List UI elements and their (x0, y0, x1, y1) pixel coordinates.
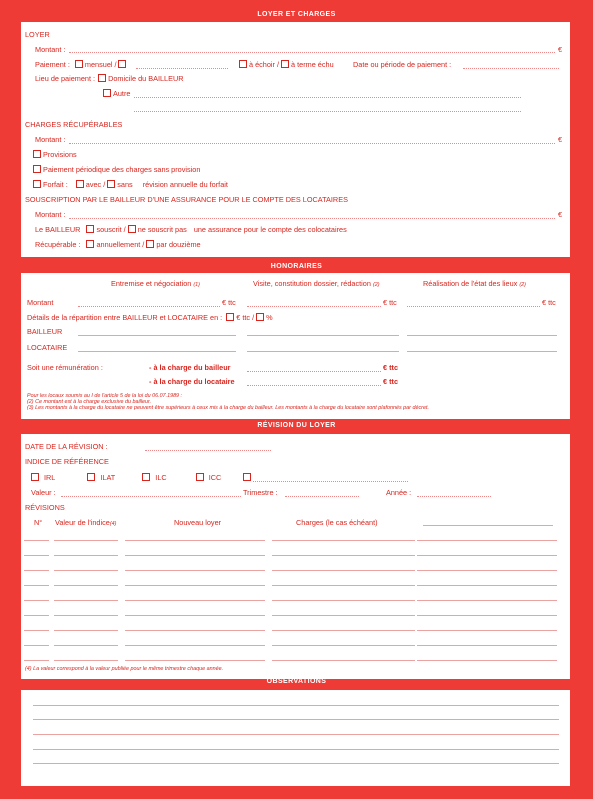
icc-label: ICC (208, 473, 222, 482)
col2-note: (2) (372, 282, 380, 288)
euro-sign: € (558, 210, 563, 219)
douzieme-checkbox[interactable] (146, 240, 154, 248)
other-indice-checkbox[interactable] (243, 473, 251, 481)
obs-line[interactable] (33, 719, 559, 720)
charge-bailleur-field[interactable] (247, 371, 381, 372)
revision-cell-line[interactable] (272, 660, 415, 661)
locataire-field-1[interactable] (78, 351, 236, 352)
valeur-note: (4) (109, 521, 117, 527)
ttc-bailleur: € ttc (383, 363, 399, 372)
hon-bailleur-label: BAILLEUR (27, 327, 63, 336)
col3-label: Réalisation de l'état des lieux (423, 279, 518, 288)
revision-cell-line[interactable] (125, 615, 265, 616)
loyer-montant-field[interactable] (69, 52, 555, 53)
revision-cell-line[interactable] (417, 615, 557, 616)
date-revision-field[interactable] (145, 450, 271, 451)
col-nouveau-header: Nouveau loyer (174, 518, 222, 527)
valeur-label: Valeur : (31, 488, 56, 497)
date-revision-label: DATE DE LA RÉVISION : (25, 442, 108, 451)
period-other-field[interactable] (136, 68, 228, 69)
header-extra-line (423, 525, 553, 526)
ilc-checkbox[interactable] (142, 473, 150, 481)
paiement-text: Paiement : (35, 60, 70, 69)
revision-cell-line[interactable] (417, 570, 557, 571)
details-label: Détails de la répartition entre BAILLEUR et LOCATAIRE en : (27, 313, 223, 322)
other-indice-field[interactable] (253, 481, 408, 482)
period-other-checkbox[interactable] (118, 60, 126, 68)
terme-checkbox[interactable] (281, 60, 289, 68)
avec-label: avec / (85, 180, 106, 189)
revision-note: (4) La valeur correspond à la valeur publiée pour le même trimestre chaque année. (25, 666, 224, 672)
obs-line[interactable] (33, 705, 559, 706)
autre-field-2[interactable] (134, 111, 521, 112)
revision-cell-line[interactable] (125, 630, 265, 631)
charges-montant-label: Montant : (35, 135, 66, 144)
charges-montant-field[interactable] (69, 143, 555, 144)
valeur-indice-label: Valeur de l'indice (55, 518, 110, 527)
souscrit-checkbox[interactable] (86, 225, 94, 233)
ttc-locataire: € ttc (383, 377, 399, 386)
revision-cell-line[interactable] (125, 570, 265, 571)
obs-line[interactable] (33, 749, 559, 750)
mensuel-label: mensuel / (84, 60, 117, 69)
assurance-montant-label: Montant : (35, 210, 66, 219)
obs-line[interactable] (33, 734, 559, 735)
revision-cell-line[interactable] (125, 555, 265, 556)
trimestre-field[interactable] (285, 496, 359, 497)
section-header-observations: OBSERVATIONS (266, 678, 327, 685)
panel-observations (21, 690, 570, 786)
revision-cell-line[interactable] (24, 615, 49, 616)
periodique-option (33, 165, 200, 174)
bailleur-label: Le BAILLEUR (35, 225, 81, 234)
charge-bailleur-label: - à la charge du bailleur (149, 363, 231, 372)
revision-cell-line[interactable] (272, 570, 415, 571)
paiement-label (35, 60, 128, 69)
douzieme-label: par douzième (156, 240, 201, 249)
periodique-label: Paiement périodique des charges sans provision (43, 165, 201, 174)
hon-montant-field-2[interactable] (247, 306, 381, 307)
souscrit-label: souscrit / (96, 225, 126, 234)
revision-cell-line[interactable] (24, 600, 49, 601)
revision-cell-line[interactable] (54, 645, 118, 646)
hon-col2-header (253, 279, 380, 290)
hon-locataire-label: LOCATAIRE (27, 343, 68, 352)
loyer-montant-label: Montant : (35, 45, 66, 54)
panel-revision (21, 434, 570, 679)
ttc-1: € ttc (222, 298, 236, 307)
charge-locataire-label: - à la charge du locataire (149, 377, 235, 386)
annuellement-label: annuellement / (96, 240, 145, 249)
hon-note-2: (2) Ce montant est à la charge exclusive du bailleur. (27, 399, 152, 405)
echoir-checkbox[interactable] (239, 60, 247, 68)
date-periode-label: Date ou période de paiement : (353, 60, 452, 69)
revision-cell-line[interactable] (125, 540, 265, 541)
pct-label: % (266, 313, 273, 322)
col2-label: Visite, constitution dossier, rédaction (253, 279, 371, 288)
lieu-paiement (35, 74, 184, 83)
annee-label: Année : (386, 488, 412, 497)
periodique-checkbox[interactable] (33, 165, 41, 173)
revision-cell-line[interactable] (125, 660, 265, 661)
forfait-checkbox[interactable] (33, 180, 41, 188)
obs-line[interactable] (33, 763, 559, 764)
pct-checkbox[interactable] (256, 313, 264, 321)
revision-cell-line[interactable] (24, 660, 49, 661)
revision-cell-line[interactable] (272, 585, 415, 586)
revisions-title: RÉVISIONS (25, 503, 65, 512)
revision-cell-line[interactable] (54, 600, 118, 601)
bailleur-field-3[interactable] (407, 335, 557, 336)
autre-checkbox[interactable] (103, 89, 111, 97)
trimestre-label: Trimestre : (243, 488, 278, 497)
ettc-label: € ttc / (236, 313, 255, 322)
remuneration-label: Soit une rémunération : (27, 363, 103, 372)
autre-option (103, 89, 130, 98)
revision-cell-line[interactable] (272, 540, 415, 541)
revision-cell-line[interactable] (272, 630, 415, 631)
details-row (27, 313, 273, 322)
revision-cell-line[interactable] (272, 555, 415, 556)
bailleur-field-1[interactable] (78, 335, 236, 336)
hon-note-1: Pour les locaux soumis au I de l'article 5 de la loi du 06.07.1989 : (27, 393, 183, 399)
revision-cell-line[interactable] (417, 585, 557, 586)
lieu-label: Lieu de paiement : (35, 74, 96, 83)
hon-montant-field-3[interactable] (407, 306, 540, 307)
charge-locataire-field[interactable] (247, 385, 381, 386)
assurance-title: SOUSCRIPTION PAR LE BAILLEUR D'UNE ASSURANCE POUR LE COMPTE DES LOCATAIRES (25, 195, 348, 204)
assurance-montant-field[interactable] (69, 218, 555, 219)
echoir-option (239, 60, 334, 69)
ilc-label: ILC (155, 473, 167, 482)
provisions-option (33, 150, 77, 159)
annuellement-checkbox[interactable] (86, 240, 94, 248)
revision-cell-line[interactable] (125, 645, 265, 646)
valeur-field[interactable] (61, 496, 241, 497)
revision-label: révision annuelle du forfait (142, 180, 228, 189)
assurance-bailleur-row (35, 225, 347, 234)
revision-cell-line[interactable] (54, 660, 118, 661)
revision-cell-line[interactable] (24, 645, 49, 646)
recuperable-row (35, 240, 201, 249)
revision-cell-line[interactable] (125, 600, 265, 601)
revision-cell-line[interactable] (417, 555, 557, 556)
panel-honoraires (21, 273, 570, 419)
domicile-checkbox[interactable] (98, 74, 106, 82)
icc-checkbox[interactable] (196, 473, 204, 481)
hon-montant-field-1[interactable] (78, 306, 220, 307)
revision-cell-line[interactable] (24, 630, 49, 631)
col-charges-header: Charges (le cas échéant) (296, 518, 378, 527)
locataire-field-3[interactable] (407, 351, 557, 352)
section-header-revision: RÉVISION DU LOYER (257, 422, 336, 429)
revision-cell-line[interactable] (125, 585, 265, 586)
revision-cell-line[interactable] (54, 540, 118, 541)
forfait-option (33, 180, 228, 189)
hon-note-3: (3) Les montants à la charge du locataire ne peuvent être supérieurs à ceux mis à la charge du bailleur. Les montants à la charge du locataire sont plafonnés par décret. (27, 405, 429, 411)
avec-checkbox[interactable] (76, 180, 84, 188)
locataire-field-2[interactable] (247, 351, 399, 352)
forfait-label: Forfait : (43, 180, 68, 189)
col1-note: (1) (193, 282, 200, 288)
recuperable-label: Récupérable : (35, 240, 81, 249)
col3-note: (2) (519, 282, 526, 288)
irl-label: IRL (44, 473, 56, 482)
hon-montant-label: Montant (27, 298, 54, 307)
revision-cell-line[interactable] (417, 645, 557, 646)
ettc-checkbox[interactable] (226, 313, 234, 321)
provisions-checkbox[interactable] (33, 150, 41, 158)
ilat-checkbox[interactable] (87, 473, 95, 481)
autre-label: Autre (113, 89, 131, 98)
autre-field[interactable] (134, 97, 521, 98)
ttc-3: € ttc (542, 298, 556, 307)
bailleur-field-2[interactable] (247, 335, 399, 336)
euro-sign: € (558, 45, 563, 54)
loyer-title: LOYER (25, 30, 50, 39)
ilat-label: ILAT (100, 473, 116, 482)
mensuel-checkbox[interactable] (75, 60, 83, 68)
revision-cell-line[interactable] (24, 555, 49, 556)
revision-cell-line[interactable] (24, 570, 49, 571)
euro-sign: € (558, 135, 563, 144)
section-header-honoraires: HONORAIRES (270, 263, 323, 270)
hon-col3-header (423, 279, 526, 290)
col-valeur-header (55, 518, 116, 529)
sans-checkbox[interactable] (107, 180, 115, 188)
revision-cell-line[interactable] (272, 645, 415, 646)
pour-compte-label: une assurance pour le compte des colocataires (193, 225, 347, 234)
revision-cell-line[interactable] (272, 600, 415, 601)
revision-cell-line[interactable] (24, 585, 49, 586)
revision-cell-line[interactable] (417, 540, 557, 541)
revision-cell-line[interactable] (54, 615, 118, 616)
revision-cell-line[interactable] (24, 540, 49, 541)
date-periode-field[interactable] (463, 68, 559, 69)
ttc-2: € ttc (383, 298, 397, 307)
sans-label: sans (117, 180, 133, 189)
ne-souscrit-checkbox[interactable] (128, 225, 136, 233)
panel-loyer-charges (21, 22, 570, 257)
revision-cell-line[interactable] (417, 660, 557, 661)
charges-title: CHARGES RÉCUPÉRABLES (25, 120, 123, 129)
revision-cell-line[interactable] (272, 615, 415, 616)
indice-title: INDICE DE RÉFÉRENCE (25, 457, 109, 466)
revision-cell-line[interactable] (54, 630, 118, 631)
domicile-label: Domicile du BAILLEUR (108, 74, 184, 83)
col-no-header: N° (34, 518, 43, 527)
irl-checkbox[interactable] (31, 473, 39, 481)
col1-label: Entremise et négociation (111, 279, 192, 288)
revision-cell-line[interactable] (54, 555, 118, 556)
revision-cell-line[interactable] (417, 600, 557, 601)
section-header-loyer-charges: LOYER ET CHARGES (257, 11, 336, 18)
revision-cell-line[interactable] (54, 570, 118, 571)
revision-cell-line[interactable] (54, 585, 118, 586)
indice-options (31, 473, 253, 482)
hon-col1-header (111, 279, 200, 290)
revision-cell-line[interactable] (417, 630, 557, 631)
ne-souscrit-label: ne souscrit pas (137, 225, 187, 234)
terme-label: à terme échu (291, 60, 334, 69)
echoir-label: à échoir / (249, 60, 280, 69)
annee-field[interactable] (417, 496, 491, 497)
provisions-label: Provisions (43, 150, 77, 159)
